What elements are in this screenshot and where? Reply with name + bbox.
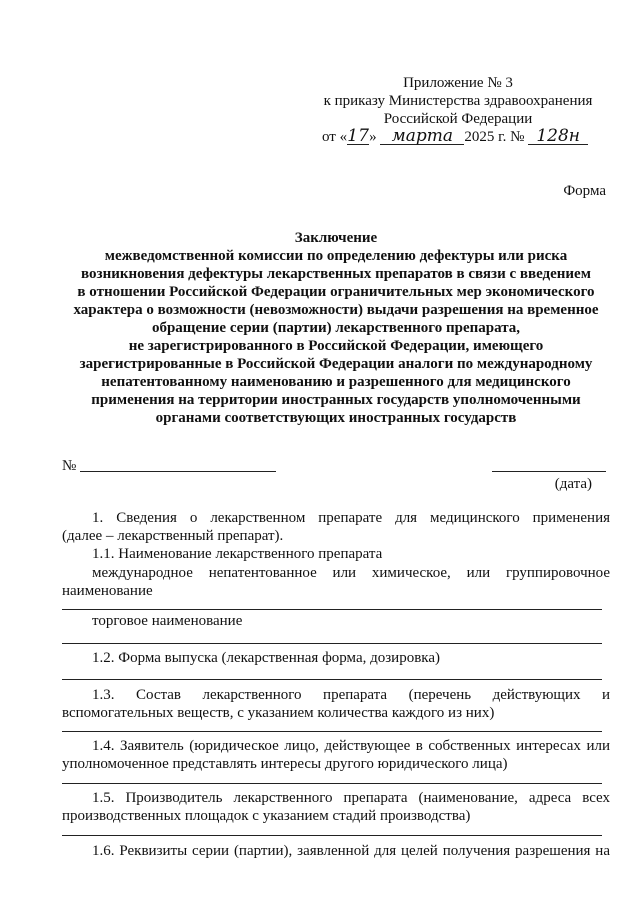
date-mid: » — [369, 129, 377, 145]
section-1-4-label-cont: уполномоченное представлять интересы другого юридического лица) — [62, 756, 508, 772]
section-1-4-label: 1.4. Заявитель (юридическое лицо, действующее в собственных интересах или — [92, 738, 610, 754]
title-line: непатентованному наименованию и разрешенного для медицинского — [101, 374, 571, 390]
section-1-5-field[interactable] — [62, 835, 602, 836]
appendix-date-line — [318, 128, 598, 146]
trade-name-field[interactable] — [62, 643, 602, 644]
title-line: межведомственной комиссии по определению дефектуры или риска — [104, 248, 568, 264]
title-line: не зарегистрированного в Российской Федерации, имеющего — [128, 338, 544, 354]
appendix-order-ref: к приказу Министерства здравоохранения — [323, 93, 593, 109]
document-title — [62, 229, 610, 427]
section-1-5-label-cont: производственных площадок с указанием стадий производства) — [62, 808, 471, 824]
section-1-heading-cont: (далее – лекарственный препарат). — [62, 528, 284, 544]
title-line: характера о возможности (невозможности) выдачи разрешения на временное — [73, 302, 599, 318]
appendix-ministry: Российской Федерации — [383, 111, 533, 127]
section-1-3-field[interactable] — [62, 731, 602, 732]
date-day: 17 — [347, 126, 369, 146]
title-line: Заключение — [294, 230, 378, 246]
section-1-5-label: 1.5. Производитель лекарственного препарата (наименование, адреса всех — [92, 790, 610, 806]
section-1-heading: 1. Сведения о лекарственном препарате для медицинского применения — [92, 510, 610, 526]
date-prefix: от « — [322, 129, 348, 145]
section-1-4-field[interactable] — [62, 783, 602, 784]
appendix-header — [318, 74, 598, 146]
title-line: в отношении Российской Федерации ограничительных мер экономического — [77, 284, 595, 300]
section-1-3-label-cont: вспомогательных веществ, с указанием количества каждого из них) — [62, 705, 495, 721]
section-1-2-label: 1.2. Форма выпуска (лекарственная форма, дозировка) — [92, 650, 440, 666]
inn-label-cont: наименование — [62, 583, 153, 599]
inn-field[interactable] — [62, 609, 602, 610]
date-label: (дата) — [554, 476, 592, 492]
title-line: применения на территории иностранных государств уполномоченными — [91, 392, 581, 408]
title-line: обращение серии (партии) лекарственного препарата, — [151, 320, 521, 336]
inn-label: международное непатентованное или химическое, или группировочное — [92, 565, 610, 581]
title-line: возникновения дефектуры лекарственных препаратов в связи с введением — [81, 266, 591, 282]
number-label: № — [62, 458, 77, 474]
section-1-2-field[interactable] — [62, 679, 602, 680]
number-field[interactable] — [80, 471, 276, 472]
date-year: 2025 г. № — [464, 129, 525, 145]
title-line: зарегистрированные в Российской Федерации аналоги по международному — [79, 356, 593, 372]
trade-name-label: торговое наименование — [92, 613, 243, 629]
section-1-6-label: 1.6. Реквизиты серии (партии), заявленной для целей получения разрешения на — [92, 843, 610, 859]
date-month: марта — [380, 129, 464, 145]
date-field[interactable] — [492, 471, 606, 472]
order-number: 128н — [528, 129, 588, 145]
appendix-title: Приложение № 3 — [403, 75, 513, 91]
title-line: органами соответствующих иностранных государств — [155, 410, 517, 426]
section-1-3-label: 1.3. Состав лекарственного препарата (перечень действующих и — [92, 687, 610, 703]
section-1-1-label: 1.1. Наименование лекарственного препарата — [92, 546, 383, 562]
form-label: Форма — [563, 183, 606, 199]
number-date-row — [62, 457, 610, 492]
